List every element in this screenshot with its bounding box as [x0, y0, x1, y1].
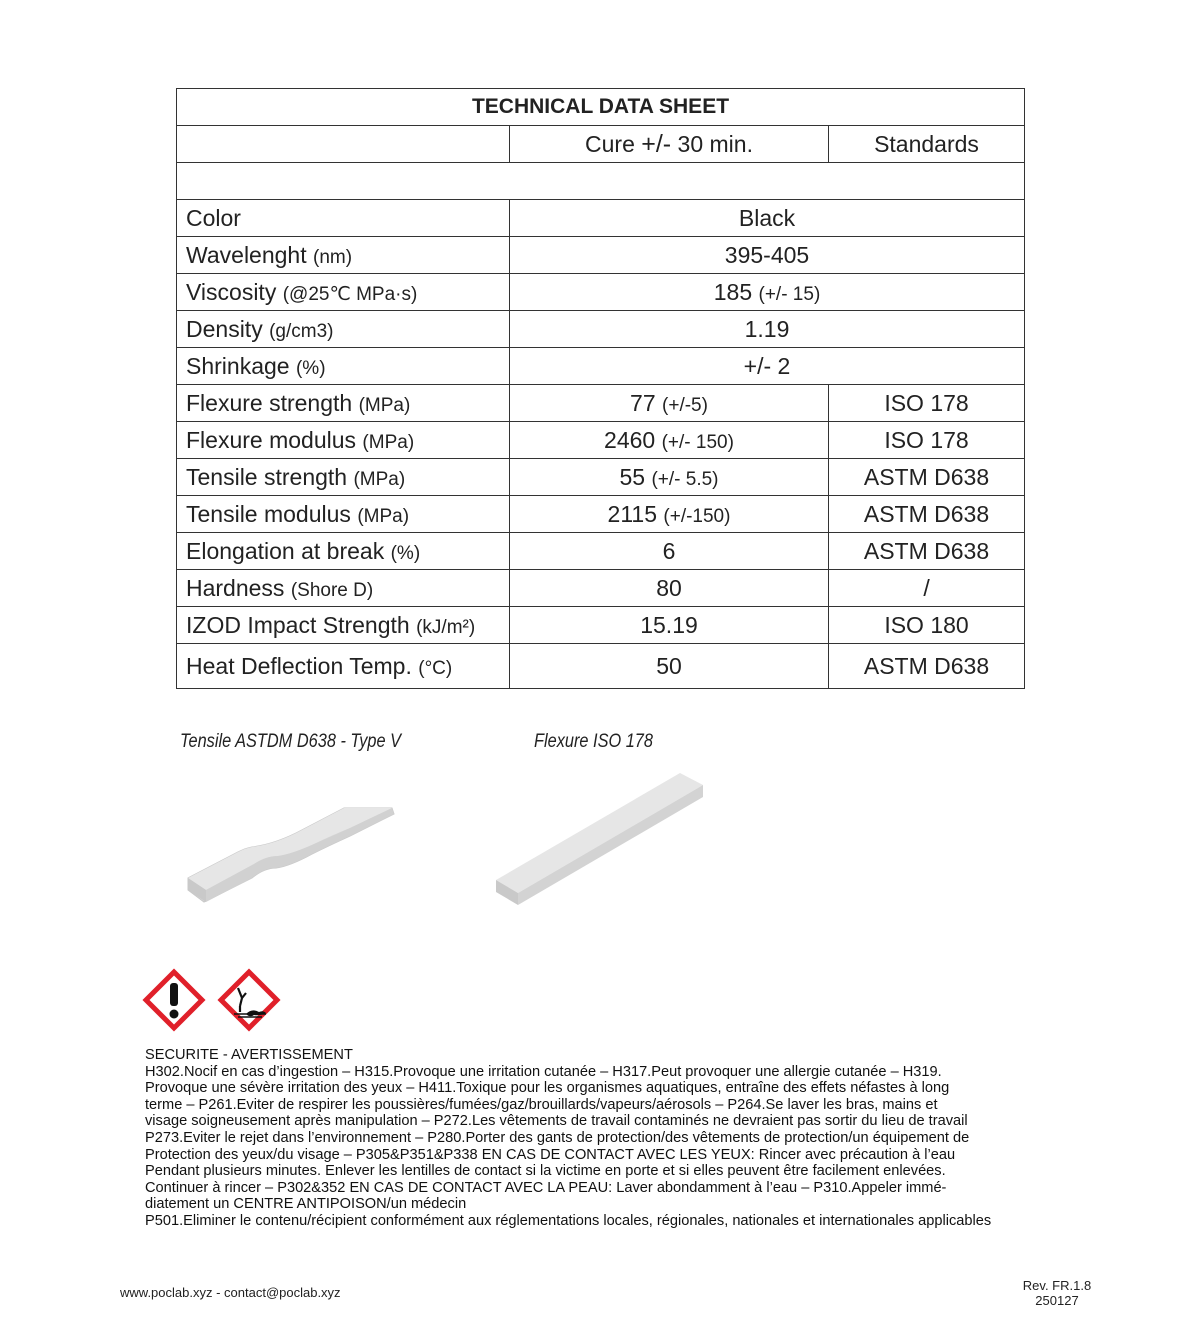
property-name-cell	[177, 644, 510, 689]
property-value-cell	[510, 607, 829, 644]
footer-revision	[1000, 1278, 1114, 1308]
property-unit: (MPa)	[362, 431, 415, 453]
property-value-cell	[510, 237, 1025, 274]
property-name-cell	[177, 459, 510, 496]
safety-line: H302.Nocif en cas d’ingestion – H315.Provoque une irritation cutanée – H317.Peut provoquer une allergie cutanée – H319.	[145, 1063, 942, 1080]
standards-header: Standards	[829, 126, 1025, 163]
property-tolerance: (+/- 15)	[758, 283, 821, 305]
property-unit: (Shore D)	[290, 579, 374, 601]
flexure-specimen-label: Flexure ISO 178	[534, 731, 653, 752]
property-value: 77	[630, 389, 656, 416]
property-name-cell	[177, 422, 510, 459]
property-name: Tensile strength	[186, 463, 348, 490]
footer-contact: www.poclab.xyz - contact@poclab.xyz	[120, 1285, 341, 1300]
table-row	[177, 533, 1025, 570]
safety-line: Pendant plusieurs minutes. Enlever les lentilles de contact si la victime en porte et si elles peuvent être facilement enlevées.	[145, 1163, 946, 1180]
property-name-cell	[177, 570, 510, 607]
property-name: Color	[186, 204, 241, 231]
safety-line: Continuer à rincer – P302&352 EN CAS DE CONTACT AVEC LA PEAU: Laver abondamment à l’eau – P310.Appeler immé-	[145, 1179, 947, 1196]
table-row	[177, 237, 1025, 274]
header-empty-cell	[177, 126, 510, 163]
property-standard-cell: ISO 178	[829, 385, 1025, 422]
property-value: 2460	[604, 426, 656, 453]
ghs-pictograms	[142, 968, 282, 1034]
property-name: Shrinkage	[186, 352, 290, 379]
property-name-cell	[177, 385, 510, 422]
property-standard-cell: ISO 180	[829, 607, 1025, 644]
property-value-cell	[510, 496, 829, 533]
property-value: 50	[656, 652, 682, 679]
property-standard-cell: ISO 178	[829, 422, 1025, 459]
property-value: Black	[738, 204, 796, 231]
property-name-cell	[177, 200, 510, 237]
tensile-specimen-illustration	[180, 790, 400, 910]
property-name: Density	[186, 315, 263, 342]
property-name: Wavelenght	[186, 241, 307, 268]
cure-suffix: 30 min.	[671, 130, 753, 157]
revision-label: Rev. FR.1.8	[1022, 1278, 1092, 1293]
property-name-cell	[177, 533, 510, 570]
table-row	[177, 385, 1025, 422]
safety-line: Provoque une sévère irritation des yeux – H411.Toxique pour les organismes aquatiques, entraîne des effets néfastes à long	[145, 1080, 950, 1097]
property-unit: (nm)	[313, 246, 353, 268]
table-row	[177, 274, 1025, 311]
property-tolerance: (+/- 5.5)	[651, 468, 719, 490]
table-row	[177, 644, 1025, 689]
table-title: TECHNICAL DATA SHEET	[177, 89, 1025, 126]
property-standard-cell: ASTM D638	[829, 533, 1025, 570]
property-name: Flexure modulus	[186, 426, 357, 453]
property-value-cell	[510, 459, 829, 496]
property-unit: (g/cm3)	[269, 320, 334, 342]
cure-prefix: Cure	[585, 130, 642, 157]
property-value-cell	[510, 533, 829, 570]
cure-header	[510, 126, 829, 163]
spacer-row	[177, 163, 1025, 200]
safety-line: P273.Eviter le rejet dans l’environnement – P280.Porter des gants de protection/des vêtements de protection/un équipement de	[145, 1129, 970, 1146]
table-row	[177, 348, 1025, 385]
property-value: 185	[713, 278, 753, 305]
property-value: 2115	[607, 500, 657, 527]
property-value: 1.19	[744, 315, 790, 342]
property-name-cell	[177, 348, 510, 385]
property-name-cell	[177, 311, 510, 348]
property-value: 15.19	[640, 611, 698, 638]
property-standard-cell: ASTM D638	[829, 459, 1025, 496]
property-standard-cell: ASTM D638	[829, 644, 1025, 689]
property-unit: (MPa)	[358, 394, 411, 416]
property-unit: (%)	[295, 357, 326, 379]
safety-line: P501.Eliminer le contenu/récipient conformément aux réglementations locales, régionales, nationales et internationales applicables	[145, 1212, 992, 1229]
property-name: Tensile modulus	[186, 500, 351, 527]
safety-line: diatement un CENTRE ANTIPOISON/un médecin	[145, 1196, 467, 1213]
table-row	[177, 607, 1025, 644]
environment-hazard-icon	[221, 972, 277, 1028]
table-row	[177, 459, 1025, 496]
property-unit: (%)	[390, 542, 421, 564]
property-unit: (°C)	[418, 657, 453, 679]
exclamation-mark-icon	[146, 972, 202, 1028]
property-name: Hardness	[186, 574, 285, 601]
property-value-cell	[510, 385, 829, 422]
property-tolerance: (+/- 150)	[661, 431, 734, 453]
property-tolerance: (+/-5)	[662, 394, 708, 416]
property-name-cell	[177, 237, 510, 274]
property-value-cell	[510, 644, 829, 689]
cure-plus-minus: +/-	[641, 129, 672, 158]
table-row	[177, 422, 1025, 459]
property-tolerance: (+/-150)	[663, 505, 731, 527]
property-unit: (MPa)	[353, 468, 406, 490]
property-name-cell	[177, 274, 510, 311]
property-value: 6	[662, 537, 676, 564]
table-row	[177, 200, 1025, 237]
safety-line: Protection des yeux/du visage – P305&P351&P338 EN CAS DE CONTACT AVEC LES YEUX: Rincer avec précaution à l’eau	[145, 1146, 956, 1163]
property-unit: (@25℃ MPa·s)	[282, 283, 418, 305]
property-standard-cell: /	[829, 570, 1025, 607]
property-value-cell	[510, 348, 1025, 385]
property-value-cell	[510, 422, 829, 459]
property-value-cell	[510, 311, 1025, 348]
property-name-cell	[177, 496, 510, 533]
property-unit: (kJ/m²)	[416, 616, 476, 638]
property-value: 395-405	[724, 241, 810, 268]
property-name: Heat Deflection Temp.	[186, 652, 412, 679]
table-row	[177, 496, 1025, 533]
table-row	[177, 311, 1025, 348]
tensile-specimen-label: Tensile ASTDM D638 - Type V	[180, 731, 401, 752]
property-name: Flexure strength	[186, 389, 353, 416]
property-value-cell	[510, 274, 1025, 311]
property-value: +/- 2	[743, 352, 791, 379]
flexure-specimen-illustration	[488, 765, 718, 910]
property-name: Viscosity	[186, 278, 277, 305]
property-name-cell	[177, 607, 510, 644]
technical-data-table	[176, 88, 1025, 689]
table-row	[177, 570, 1025, 607]
property-value-cell	[510, 200, 1025, 237]
safety-heading: SECURITE - AVERTISSEMENT	[145, 1047, 353, 1063]
property-name: Elongation at break	[186, 537, 385, 564]
safety-warning-text	[145, 1047, 1145, 1230]
property-value-cell	[510, 570, 829, 607]
property-name: IZOD Impact Strength	[186, 611, 410, 638]
safety-line: terme – P261.Eviter de respirer les poussières/fumées/gaz/brouillards/vapeurs/aérosols – P264.Se laver les bras, mains et	[145, 1096, 938, 1113]
property-value: 80	[656, 574, 682, 601]
property-standard-cell: ASTM D638	[829, 496, 1025, 533]
safety-line: visage soigneusement après manipulation – P272.Les vêtements de travail contaminés ne devraient pas sortir du lieu de travail	[145, 1113, 968, 1130]
property-value: 55	[619, 463, 646, 490]
property-unit: (MPa)	[357, 505, 410, 527]
revision-code: 250127	[1035, 1293, 1079, 1308]
